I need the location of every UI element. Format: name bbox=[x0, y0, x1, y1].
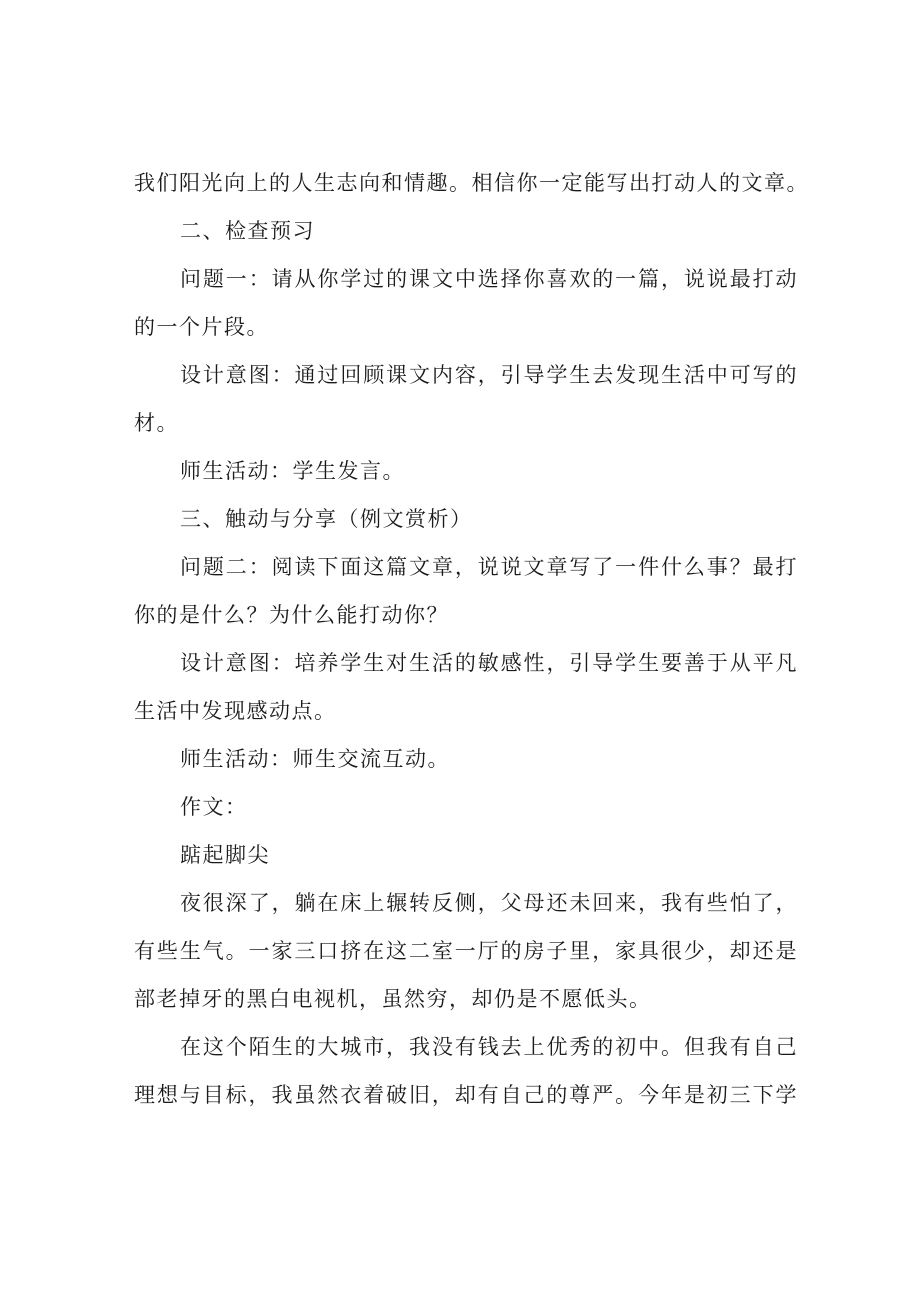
text-line: 生活中发现感动点。 bbox=[134, 699, 337, 723]
text-line: 问题二：阅读下面这篇文章，说说文章写了一件什么事？最打 bbox=[180, 555, 798, 579]
document-body bbox=[134, 159, 809, 1119]
text-line: 在这个陌生的大城市，我没有钱去上优秀的初中。但我有自己 bbox=[180, 1035, 798, 1059]
text-line: 材。 bbox=[134, 411, 179, 435]
essay-title: 踮起脚尖 bbox=[180, 843, 270, 867]
section-heading: 二、检查预习 bbox=[180, 219, 315, 243]
text-line: 部老掉牙的黑白电视机，虽然穷，却仍是不愿低头。 bbox=[134, 987, 652, 1011]
text-line: 师生活动：学生发言。 bbox=[180, 459, 405, 483]
text-line: 设计意图：培养学生对生活的敏感性，引导学生要善于从平凡 bbox=[180, 651, 798, 675]
text-line: 你的是什么？为什么能打动你？ bbox=[134, 603, 449, 627]
text-line: 的一个片段。 bbox=[134, 315, 269, 339]
text-line: 理想与目标，我虽然衣着破旧，却有自己的尊严。今年是初三下学 bbox=[134, 1083, 798, 1107]
text-line: 作文： bbox=[180, 795, 248, 819]
text-line: 设计意图：通过回顾课文内容，引导学生去发现生活中可写的 bbox=[180, 363, 798, 387]
text-line: 师生活动：师生交流互动。 bbox=[180, 747, 450, 771]
section-heading: 三、触动与分享（例文赏析） bbox=[180, 507, 473, 531]
text-line: 夜很深了，躺在床上辗转反侧，父母还未回来，我有些怕了， bbox=[180, 891, 798, 915]
text-line: 我们阳光向上的人生志向和情趣。相信你一定能写出打动人的文章。 bbox=[134, 171, 809, 195]
text-line: 问题一：请从你学过的课文中选择你喜欢的一篇，说说最打动 bbox=[180, 267, 798, 291]
text-line: 有些生气。一家三口挤在这二室一厅的房子里，家具很少，却还是 bbox=[134, 939, 798, 963]
